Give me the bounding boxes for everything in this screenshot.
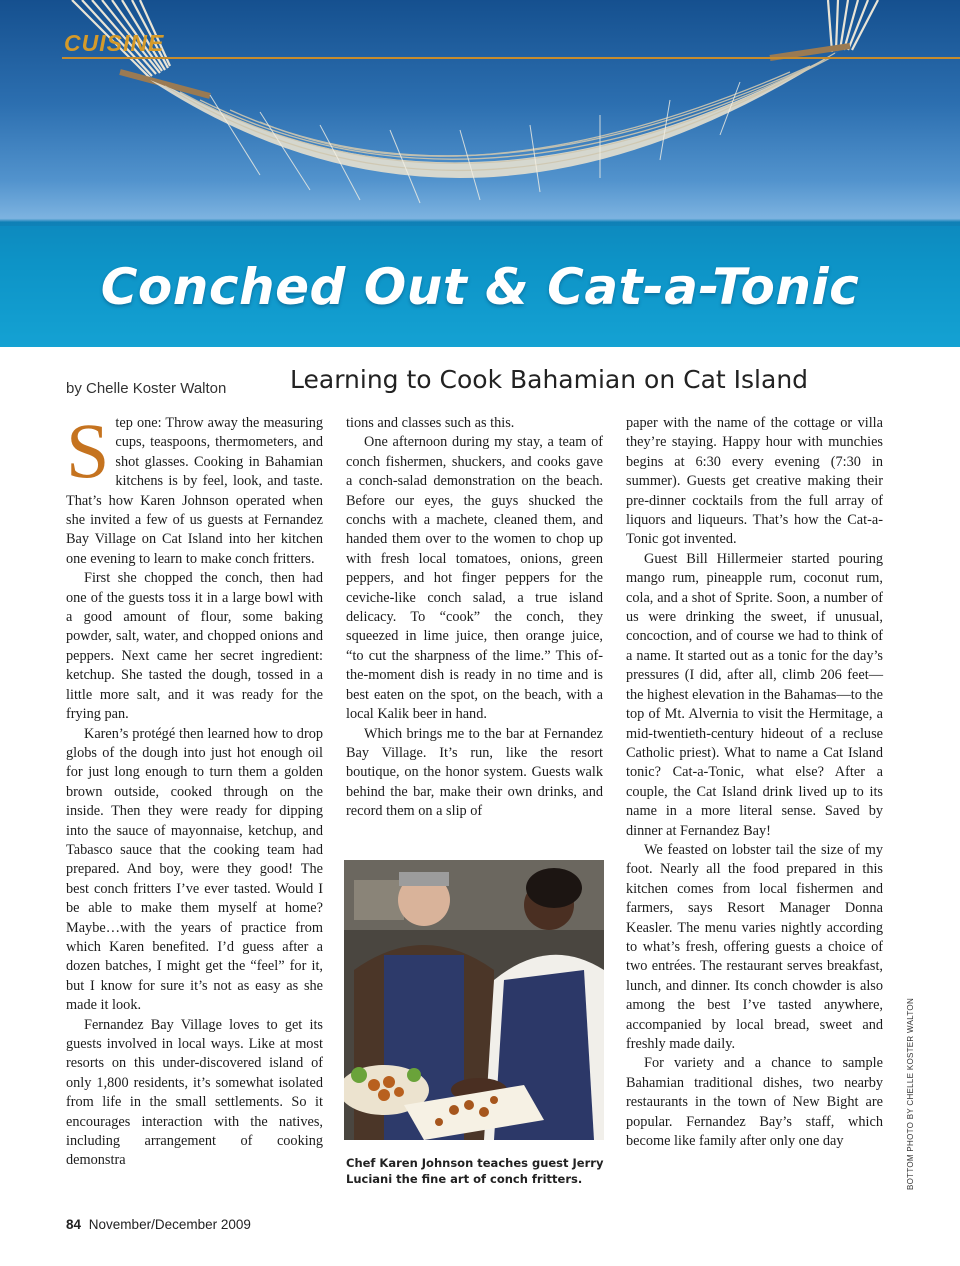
issue-date: November/December 2009 bbox=[88, 1217, 251, 1232]
chefs-cooking-illustration bbox=[344, 860, 604, 1140]
section-label: CUISINE bbox=[64, 30, 165, 56]
paragraph: One afternoon during my stay, a team of conch fishermen, shuckers, and cooks gave a conch-salad demonstration on the beach. Before our eyes, the guys shucked the conchs with a machete, cleaned them, and handed them over to the women to chop up with fresh local tomatoes, onions, green peppers, and hot finger peppers for the ceviche-like conch salad, a true island delicacy. To “cook” the conch, they squeezed in lime juice, then orange juice, “to cut the sharpness of the lime.” This of-the-moment dish is ready in no time and is best eaten on the spot, on the beach, with a local Kalik beer in hand. bbox=[346, 434, 603, 723]
kitchen-photo bbox=[344, 860, 604, 1140]
page-footer bbox=[66, 1217, 251, 1232]
hero-image bbox=[0, 0, 960, 347]
article-column-1 bbox=[66, 407, 323, 1171]
paragraph: Guest Bill Hillermeier started pouring mango rum, pineapple rum, coconut rum, cola, and a shot of Sprite. Soon, a number of us were drinking the sweet, if unusual, concoction, and of course we had to think of a name. It started out as a tonic for the day’s pressures (I did, after all, climb 206 feet—the highest elevation in the Bahamas—to the top of Mt. Alvernia to visit the Hermitage, a mid-twentieth-century hideout of a recluse Catholic priest). What to name a Cat Island tonic? Cat-a-Tonic, what else? After a couple, the Cat Island drink lived up to its name in a more literal sense. Saved by dinner at Fernandez Bay! bbox=[626, 550, 883, 839]
paragraph: First she chopped the conch, then had one of the guests toss it in a large bowl with a good amount of flour, some baking powder, salt, water, and chopped onions and peppers. Next came her secret ingredient: ketchup. She tasted the dough, tossed in a little more salt, and it was ready for the frying pan. bbox=[66, 570, 323, 723]
page-number: 84 bbox=[66, 1217, 82, 1232]
paragraph-text: tep one: Throw away the measuring cups, teaspoons, thermometers, and shot glasses. Cooking in Bahamian kitchens is by feel, look, and taste. That’s how Karen Johnson operated when she invited a few of us guests at Fernandez Bay Village on Cat Island into her kitchen one evening to learn to make conch fritters. bbox=[66, 415, 323, 567]
byline: by Chelle Koster Walton bbox=[66, 380, 227, 397]
paragraph: Which brings me to the bar at Fernandez Bay Village. It’s run, like the resort boutique, on the honor system. Guests walk behind the bar, make their own drinks, and record them on a slip of bbox=[346, 725, 603, 820]
paragraph: Karen’s protégé then learned how to drop globs of the dough into just hot enough oil for just long enough to turn them a golden brown outside, cooked through on the inside. Then they were ready for dipping into the sauce of mayonnaise, ketchup, and Tabasco sauce that the cooking team had prepared. And boy, were they good! The best conch fritters I’ve ever tasted. Would I be able to make them myself at home? Maybe…with the years of practice from which Karen benefited. I’d guess after a dozen batches, I might get the “feel” for it, but I know for sure it’s not as easy as she made it look. bbox=[66, 725, 323, 1014]
article-column-2 bbox=[346, 414, 603, 822]
photo-caption: Chef Karen Johnson teaches guest Jerry Luciani the fine art of conch fritters. bbox=[346, 1156, 604, 1186]
photo-credit: BOTTOM PHOTO BY CHELLE KOSTER WALTON bbox=[906, 997, 915, 1190]
paragraph: tions and classes such as this. bbox=[346, 415, 515, 431]
paragraph: For variety and a chance to sample Bahamian traditional dishes, two nearby restaurants in the town of New Bight are popular. Fernandez Bay’s staff, which become like family after only one day bbox=[626, 1055, 883, 1150]
article-headline: Conched Out & Cat-a-Tonic bbox=[100, 258, 860, 316]
section-rule bbox=[62, 57, 960, 59]
article-subtitle: Learning to Cook Bahamian on Cat Island bbox=[290, 365, 809, 394]
paragraph bbox=[66, 407, 323, 569]
paragraph: paper with the name of the cottage or villa they’re staying. Happy hour with munchies begins at 6:30 every evening (7:30 in summer). Guests get creative making their pre-dinner cocktails from the full array of liquors and liqueurs. That’s how the Cat-a-Tonic got invented. bbox=[626, 415, 883, 548]
paragraph: Fernandez Bay Village loves to get its guests involved in local ways. Like at most resorts on this under-discovered island of only 1,800 residents, it’s somewhat isolated from life in the small settlements. So it encourages interaction with the natives, including arrangement of cooking demonstra bbox=[66, 1016, 323, 1169]
drop-cap: S bbox=[66, 407, 110, 494]
article-column-3 bbox=[626, 414, 883, 1151]
paragraph: We feasted on lobster tail the size of my foot. Nearly all the food prepared in this kitchen comes from local fishermen and farmers, says Resort Manager Donna Keasler. The menu varies nightly according to what’s fresh, offering guests a choice of two entrées. The restaurant serves breakfast, lunch, and dinner. Its conch chowder is also among the best I’ve tasted anywhere, accompanied by local bread, sweet and freshly made daily. bbox=[626, 841, 883, 1052]
